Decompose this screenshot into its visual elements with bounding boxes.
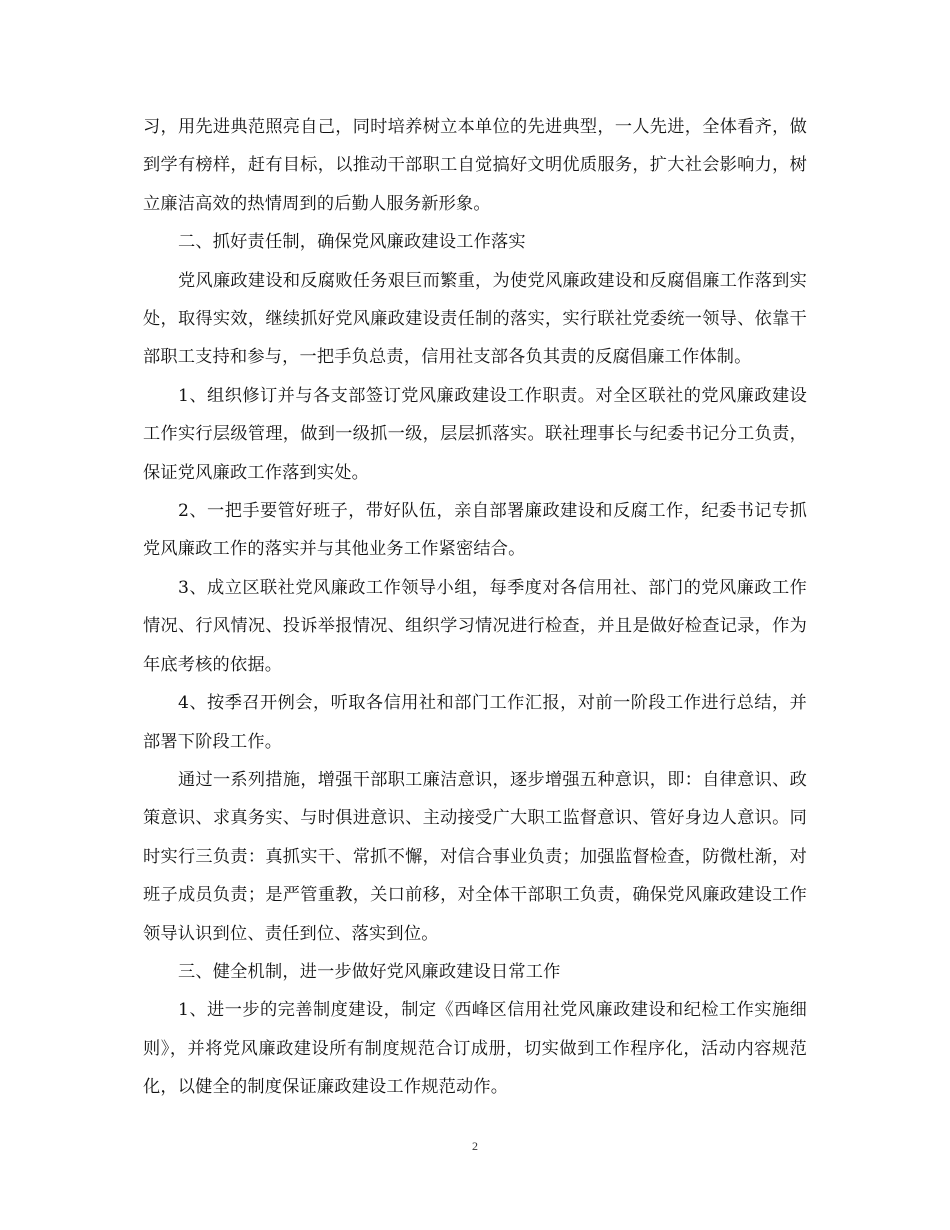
list-item-2: 2、一把手要管好班子，带好队伍，亲自部署廉政建设和反腐工作，纪委书记专抓党风廉政工作的落实并与其他业务工作紧密结合。 (143, 501, 807, 560)
list-item-1: 1、组织修订并与各支部签订党风廉政建设工作职责。对全区联社的党风廉政建设工作实行层级管理，做到一级抓一级，层层抓落实。联社理事长与纪委书记分工负责，保证党风廉政工作落到实处。 (143, 385, 807, 483)
list-item-4: 4、按季召开例会，听取各信用社和部门工作汇报，对前一阶段工作进行总结，并部署下阶段工作。 (143, 693, 807, 752)
document-body (143, 108, 807, 1107)
list-item-3: 3、成立区联社党风廉政工作领导小组，每季度对各信用社、部门的党风廉政工作情况、行风情况、投诉举报情况、组织学习情况进行检查，并且是做好检查记录，作为年底考核的依据。 (143, 577, 807, 675)
list-item-1: 1、进一步的完善制度建设，制定《西峰区信用社党风廉政建设和纪检工作实施细则》，并将党风廉政建设所有制度规范合订成册，切实做到工作程序化，活动内容规范化，以健全的制度保证廉政建设工作规范动作。 (143, 1000, 807, 1098)
body-paragraph: 党风廉政建设和反腐败任务艰巨而繁重，为使党风廉政建设和反腐倡廉工作落到实处，取得实效，继续抓好党风廉政建设责任制的落实，实行联社党委统一领导、依靠干部职工支持和参与，一把手负总责，信用社支部各负其责的反腐倡廉工作体制。 (143, 270, 807, 368)
section-heading-2: 二、抓好责任制，确保党风廉政建设工作落实 (178, 232, 526, 253)
body-paragraph-continued: 习，用先进典范照亮自己，同时培养树立本单位的先进典型，一人先进，全体看齐，做到学有榜样，赶有目标，以推动干部职工自觉搞好文明优质服务，扩大社会影响力，树立廉洁高效的热情周到的后勤人服务新形象。 (143, 117, 807, 214)
page-number: 2 (472, 1139, 478, 1153)
body-paragraph: 通过一系列措施，增强干部职工廉洁意识，逐步增强五种意识，即：自律意识、政策意识、求真务实、与时俱进意识、主动接受广大职工监督意识、管好身边人意识。同时实行三负责：真抓实干、常抓不懈，对信合事业负责；加强监督检查，防微杜渐，对班子成员负责；是严管重教，关口前移，对全体干部职工负责，确保党风廉政建设工作领导认识到位、责任到位、落实到位。 (143, 769, 807, 944)
section-heading-3: 三、健全机制，进一步做好党风廉政建设日常工作 (178, 961, 561, 982)
